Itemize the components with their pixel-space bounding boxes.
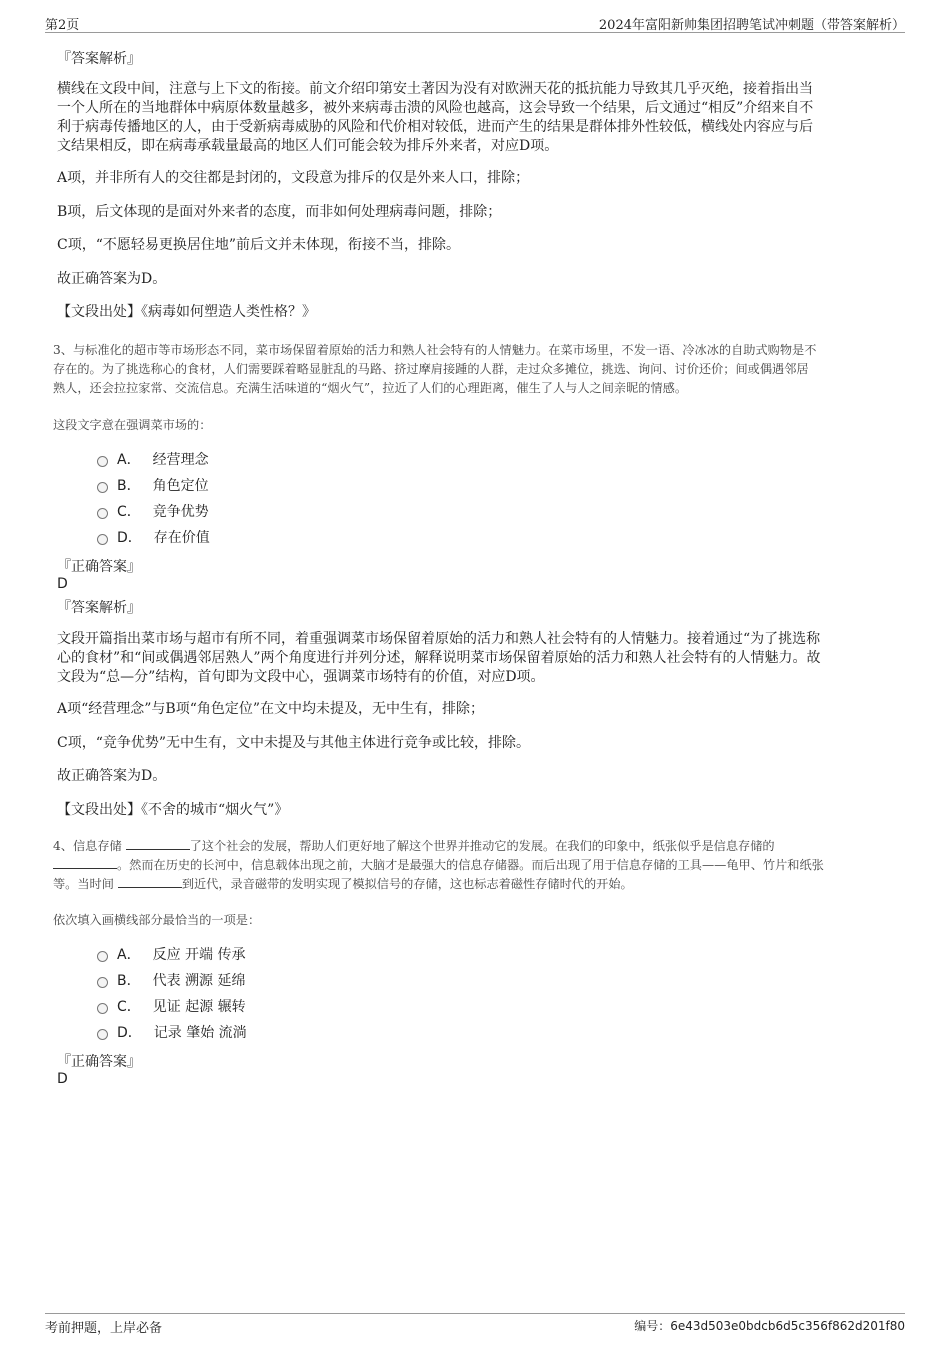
correct-answer: D bbox=[57, 576, 68, 592]
option-text: 代表 溯源 延绵 bbox=[152, 973, 246, 989]
analysis-paragraph bbox=[57, 80, 895, 156]
source-citation: 【文段出处】《不舍的城市“烟火气”》 bbox=[57, 802, 289, 818]
radio-icon[interactable] bbox=[97, 508, 108, 519]
stem-line: 3、与标准化的超市等市场形态不同，菜市场保留着原始的活力和熟人社会特有的人情魅力。在菜市场里，不发一语、冷冰冰的自助式购物是不 bbox=[53, 343, 817, 357]
option-letter: B． bbox=[117, 478, 141, 494]
option-c-explanation: C项，“竞争优势”无中生有，文中未提及与其他主体进行竞争或比较，排除。 bbox=[57, 735, 531, 751]
q3-option-d[interactable] bbox=[97, 528, 210, 548]
q4-option-c[interactable] bbox=[97, 997, 246, 1017]
q3-option-a[interactable] bbox=[97, 450, 209, 470]
stem-line bbox=[53, 875, 898, 894]
stem-line bbox=[53, 837, 898, 856]
stem-text: 。然而在历史的长河中，信息载体出现之前，大脑才是最强大的信息存储器。而后出现了用于信息存储的工具——龟甲、竹片和纸张 bbox=[117, 858, 824, 872]
analysis-paragraph bbox=[57, 630, 895, 687]
conclusion: 故正确答案为D。 bbox=[57, 768, 167, 784]
q3-option-b[interactable] bbox=[97, 476, 209, 496]
question-3-stem bbox=[53, 341, 898, 398]
analysis-line: 心的食材”和“间或偶遇邻居熟人”两个角度进行并列分述，解释说明菜市场保留着原始的活力和熟人社会特有的人情魅力。故 bbox=[57, 650, 821, 666]
q4-option-a[interactable] bbox=[97, 945, 245, 965]
correct-answer-label: 『正确答案』 bbox=[57, 559, 141, 575]
source-citation: 【文段出处】《病毒如何塑造人类性格？》 bbox=[57, 304, 316, 320]
correct-answer-label: 『正确答案』 bbox=[57, 1054, 141, 1070]
analysis-line: 文段开篇指出菜市场与超市有所不同，着重强调菜市场保留着原始的活力和熟人社会特有的人情魅力。接着通过“为了挑选称 bbox=[57, 631, 821, 647]
document-id: 编号：6e43d503e0bdcb6d5c356f862d201f80 bbox=[634, 1319, 905, 1333]
page-number: 第2页 bbox=[45, 18, 80, 33]
option-letter: B． bbox=[117, 973, 141, 989]
question-4-stem bbox=[53, 837, 898, 894]
question-4-instruction: 依次填入画横线部分最恰当的一项是： bbox=[53, 913, 261, 927]
option-text: 反应 开端 传承 bbox=[152, 947, 246, 963]
document-title: 2024年富阳新帅集团招聘笔试冲刺题（带答案解析） bbox=[598, 18, 905, 33]
stem-text: 到近代，录音磁带的发明实现了模拟信号的存储，这也标志着磁性存储时代的开始。 bbox=[181, 877, 633, 891]
option-text: 经营理念 bbox=[152, 452, 209, 468]
stem-text: 4、信息存储 bbox=[53, 839, 126, 853]
option-b-explanation: B项，后文体现的是面对外来者的态度，而非如何处理病毒问题，排除； bbox=[57, 204, 502, 220]
q4-option-d[interactable] bbox=[97, 1023, 247, 1043]
analysis-line: 利于病毒传播地区的人，由于受新病毒威胁的风险和代价相对较低，进而产生的结果是群体排外性较低，横线处内容应与后 bbox=[57, 119, 813, 135]
analysis-line: 横线在文段中间，注意与上下文的衔接。前文介绍印第安土著因为没有对欧洲天花的抵抗能力导致其几乎灭绝，接着指出当 bbox=[57, 81, 813, 97]
fill-blank bbox=[118, 876, 182, 888]
analysis-line: 一个人所在的当地群体中病原体数量越多，被外来病毒击溃的风险也越高，这会导致一个结果，后文通过“相反”介绍来自不 bbox=[57, 100, 814, 116]
option-letter: C． bbox=[117, 999, 141, 1015]
option-text: 角色定位 bbox=[152, 478, 209, 494]
option-letter: A． bbox=[117, 452, 141, 468]
option-letter: A． bbox=[117, 947, 141, 963]
analysis-label: 『答案解析』 bbox=[57, 600, 141, 616]
radio-icon[interactable] bbox=[97, 482, 108, 493]
analysis-line: 文段为“总—分”结构，首句即为文段中心，强调菜市场特有的价值，对应D项。 bbox=[57, 669, 545, 685]
radio-icon[interactable] bbox=[97, 534, 108, 545]
fill-blank bbox=[53, 857, 117, 869]
question-3-instruction: 这段文字意在强调菜市场的： bbox=[53, 418, 212, 432]
radio-icon[interactable] bbox=[97, 456, 108, 467]
option-text: 见证 起源 辗转 bbox=[152, 999, 246, 1015]
q3-option-c[interactable] bbox=[97, 502, 209, 522]
option-a-explanation: A项，并非所有人的交往都是封闭的，文段意为排斥的仅是外来人口，排除； bbox=[57, 170, 530, 186]
analysis-label: 『答案解析』 bbox=[57, 51, 141, 67]
conclusion: 故正确答案为D。 bbox=[57, 271, 167, 287]
stem-line: 存在的。为了挑选称心的食材，人们需要踩着略显脏乱的马路、挤过摩肩接踵的人群，走过众多摊位，挑选、询问、讨价还价；间或偶遇邻居 bbox=[53, 362, 809, 376]
option-text: 记录 肇始 流淌 bbox=[153, 1025, 247, 1041]
stem-text: 了这个社会的发展，帮助人们更好地了解这个世界并推动它的发展。在我们的印象中，纸张似乎是信息存储的 bbox=[189, 839, 775, 853]
analysis-line: 文结果相反，即在病毒承载量最高的地区人们可能会较为排斥外来者，对应D项。 bbox=[57, 138, 559, 154]
option-ab-explanation: A项“经营理念”与B项“角色定位”在文中均未提及，无中生有，排除； bbox=[57, 701, 485, 717]
option-text: 存在价值 bbox=[153, 530, 210, 546]
radio-icon[interactable] bbox=[97, 1029, 108, 1040]
stem-line: 熟人，还会拉拉家常、交流信息。充满生活味道的“烟火气”，拉近了人们的心理距离，催生了人与人之间亲昵的情感。 bbox=[53, 381, 688, 395]
option-letter: D． bbox=[117, 530, 142, 546]
option-letter: D． bbox=[117, 1025, 142, 1041]
stem-text: 等。当时间 bbox=[53, 877, 118, 891]
footer-slogan: 考前押题，上岸必备 bbox=[45, 1321, 163, 1336]
radio-icon[interactable] bbox=[97, 951, 108, 962]
radio-icon[interactable] bbox=[97, 1003, 108, 1014]
correct-answer: D bbox=[57, 1071, 68, 1087]
page-header bbox=[45, 14, 905, 33]
radio-icon[interactable] bbox=[97, 977, 108, 988]
fill-blank bbox=[126, 838, 190, 850]
option-c-explanation: C项，“不愿轻易更换居住地”前后文并未体现，衔接不当，排除。 bbox=[57, 237, 461, 253]
page-footer bbox=[45, 1313, 905, 1334]
option-text: 竞争优势 bbox=[152, 504, 209, 520]
q4-option-b[interactable] bbox=[97, 971, 246, 991]
option-letter: C． bbox=[117, 504, 141, 520]
stem-line bbox=[53, 856, 898, 875]
